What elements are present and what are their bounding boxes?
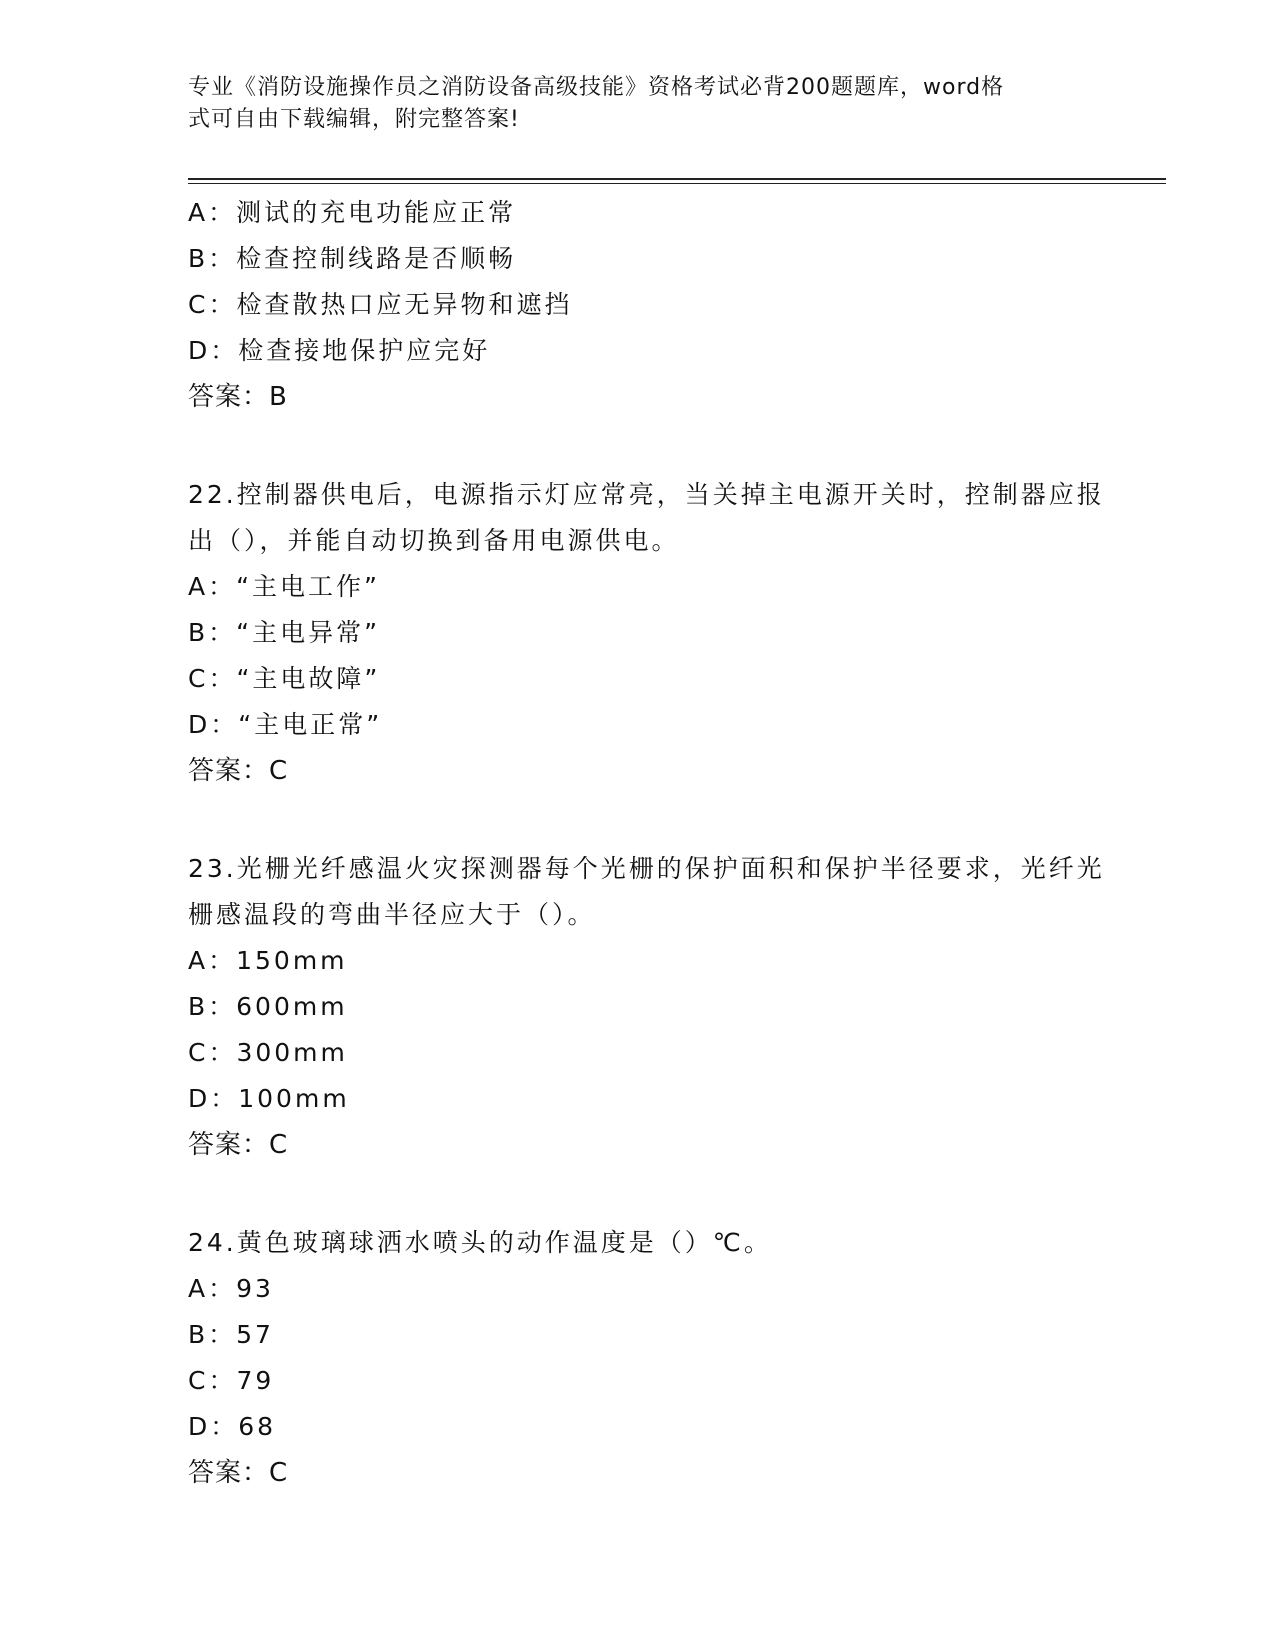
question-24 [188, 1220, 1128, 1496]
option-a: A：93 [188, 1274, 274, 1303]
question-23 [188, 846, 1128, 1168]
header-divider-thick [188, 178, 1166, 180]
option-c: C：300mm [188, 1038, 348, 1067]
option-c: C：79 [188, 1366, 275, 1395]
answer: 答案：C [188, 1458, 289, 1488]
option-c: C：“主电故障” [188, 664, 381, 693]
question-22 [188, 472, 1128, 794]
header-line-1: 专业《消防设施操作员之消防设备高级技能》资格考试必背200题题库，word格 [188, 75, 1005, 100]
option-d: D：检查接地保护应完好 [188, 336, 491, 365]
header-line-2: 式可自由下载编辑，附完整答案! [188, 107, 520, 132]
question-stem: 24.黄色玻璃球洒水喷头的动作温度是（）℃。 [188, 1228, 772, 1257]
option-b: B：57 [188, 1320, 274, 1349]
question-list [188, 190, 1128, 1496]
answer: 答案：B [188, 382, 288, 412]
header-divider-thin [188, 183, 1166, 184]
question-stem: 23.光栅光纤感温火灾探测器每个光栅的保护面积和保护半径要求，光纤光栅感温段的弯曲半径应大于（）。 [188, 854, 1105, 929]
option-d: D：“主电正常” [188, 710, 383, 739]
option-c: C：检查散热口应无异物和遮挡 [188, 290, 573, 319]
option-a: A：150mm [188, 946, 348, 975]
option-b: B：“主电异常” [188, 618, 381, 647]
question-21-continued [188, 190, 1128, 420]
answer: 答案：C [188, 1130, 289, 1160]
option-a: A：“主电工作” [188, 572, 381, 601]
answer: 答案：C [188, 756, 289, 786]
page-header [188, 72, 1068, 136]
option-b: B：检查控制线路是否顺畅 [188, 244, 517, 273]
option-b: B：600mm [188, 992, 348, 1021]
option-d: D：100mm [188, 1084, 350, 1113]
option-d: D：68 [188, 1412, 277, 1441]
option-a: A：测试的充电功能应正常 [188, 198, 517, 227]
question-stem: 22.控制器供电后，电源指示灯应常亮，当关掉主电源开关时，控制器应报出（），并能自动切换到备用电源供电。 [188, 480, 1105, 555]
